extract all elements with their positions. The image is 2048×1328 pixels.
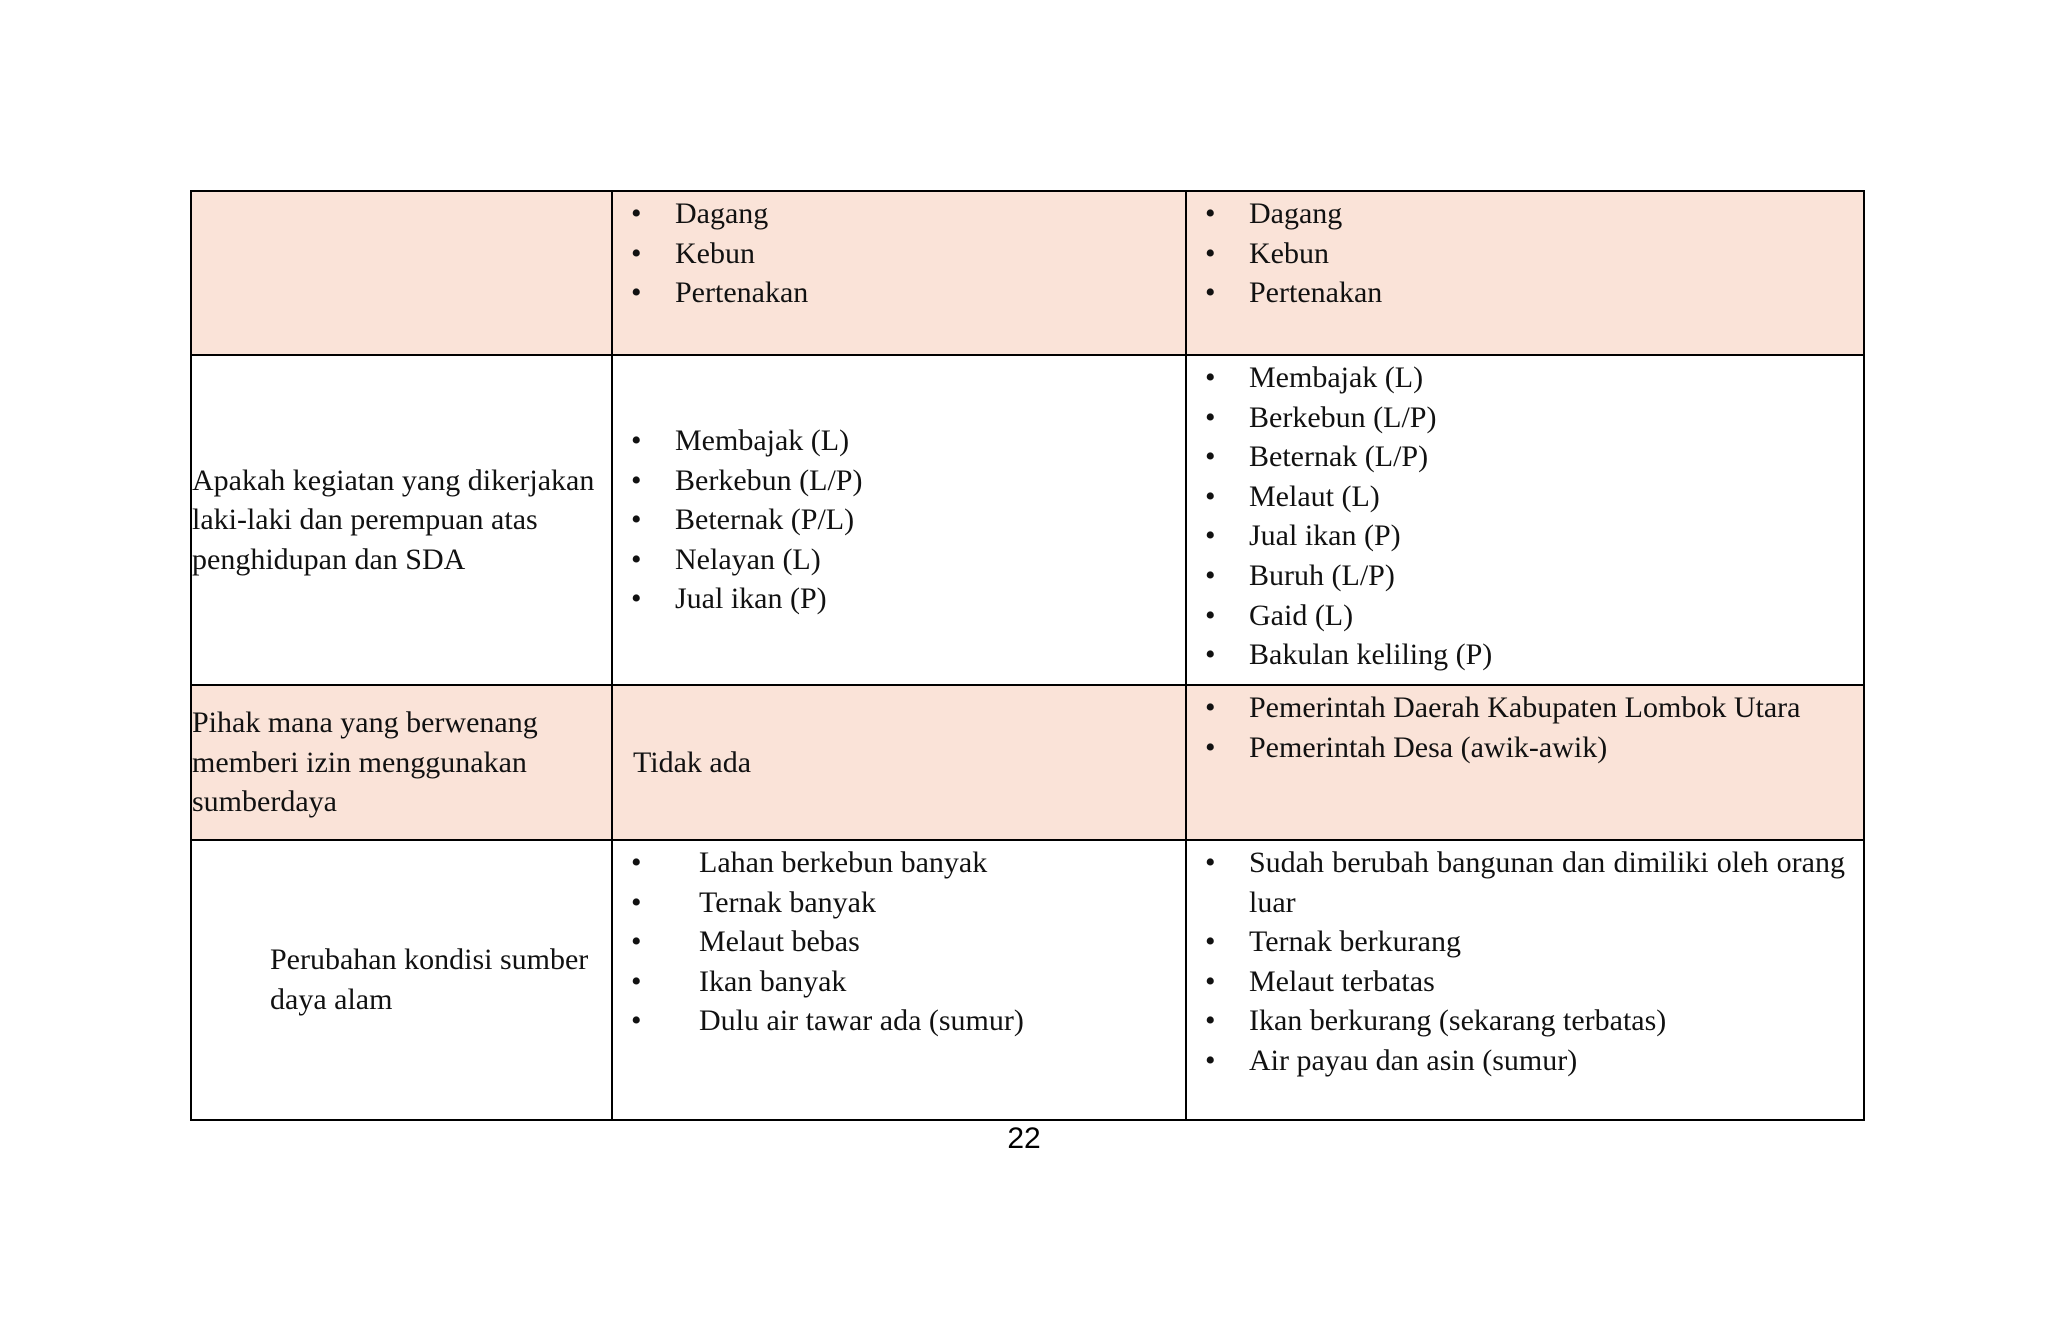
question-text: Perubahan kondisi sumber daya alam [270, 943, 589, 1016]
list-item: • Dagang [613, 194, 1185, 234]
list-item: • Jual ikan (P) [613, 579, 1185, 619]
question-cell [191, 191, 612, 355]
list-item: • Nelayan (L) [613, 540, 1185, 580]
bullet-list [1187, 358, 1863, 675]
list-item: • Berkebun (L/P) [613, 461, 1185, 501]
list-item: • Melaut terbatas [1187, 962, 1863, 1002]
answer-text: Tidak ada [633, 745, 752, 779]
list-item: • Ikan berkurang (sekarang terbatas) [1187, 1001, 1863, 1041]
question-text: Apakah kegiatan yang dikerjakan laki-laki dan perempuan atas penghidupan dan SDA [192, 463, 595, 576]
list-item: • Sudah berubah bangunan dan dimiliki oleh orang luar [1187, 843, 1863, 922]
list-item: • Gaid (L) [1187, 596, 1863, 636]
answer-cell [612, 355, 1186, 685]
bullet-list [1187, 194, 1863, 313]
list-item: • Membajak (L) [613, 421, 1185, 461]
table-row [191, 355, 1864, 685]
list-item: • Jual ikan (P) [1187, 516, 1863, 556]
table-row [191, 685, 1864, 840]
list-item: • Pemerintah Desa (awik-awik) [1187, 728, 1863, 768]
page-number: 22 [1007, 1122, 1041, 1155]
question-cell [191, 355, 612, 685]
list-item: • Pemerintah Daerah Kabupaten Lombok Utara [1187, 688, 1863, 728]
question-cell [191, 840, 612, 1120]
list-item: • Kebun [1187, 234, 1863, 274]
answer-cell [1186, 685, 1864, 840]
list-item: • Melaut bebas [613, 922, 1185, 962]
list-item: • Lahan berkebun banyak [613, 843, 1185, 883]
list-item: • Dagang [1187, 194, 1863, 234]
bullet-list [1187, 843, 1863, 1081]
bullet-list [613, 843, 1185, 1041]
list-item: • Ternak banyak [613, 883, 1185, 923]
list-item: • Membajak (L) [1187, 358, 1863, 398]
question-text: Pihak mana yang berwenang memberi izin menggunakan sumberdaya [192, 706, 538, 819]
answer-cell [1186, 355, 1864, 685]
bullet-list [613, 421, 1185, 619]
list-item: • Air payau dan asin (sumur) [1187, 1041, 1863, 1081]
list-item: • Beternak (P/L) [613, 500, 1185, 540]
list-item: • Pertenakan [613, 273, 1185, 313]
answer-cell [612, 685, 1186, 840]
data-table [190, 190, 1865, 1121]
list-item: • Ikan banyak [613, 962, 1185, 1002]
table-row [191, 840, 1864, 1120]
answer-cell [612, 191, 1186, 355]
answer-cell [1186, 840, 1864, 1120]
bullet-list [1187, 688, 1863, 767]
list-item: • Beternak (L/P) [1187, 437, 1863, 477]
list-item: • Dulu air tawar ada (sumur) [613, 1001, 1185, 1041]
list-item: • Pertenakan [1187, 273, 1863, 313]
list-item: • Ternak berkurang [1187, 922, 1863, 962]
question-cell [191, 685, 612, 840]
list-item: • Buruh (L/P) [1187, 556, 1863, 596]
bullet-list [613, 194, 1185, 313]
list-item: • Melaut (L) [1187, 477, 1863, 517]
list-item: • Bakulan keliling (P) [1187, 635, 1863, 675]
table-row [191, 191, 1864, 355]
list-item: • Berkebun (L/P) [1187, 398, 1863, 438]
list-item: • Kebun [613, 234, 1185, 274]
answer-cell [612, 840, 1186, 1120]
answer-cell [1186, 191, 1864, 355]
